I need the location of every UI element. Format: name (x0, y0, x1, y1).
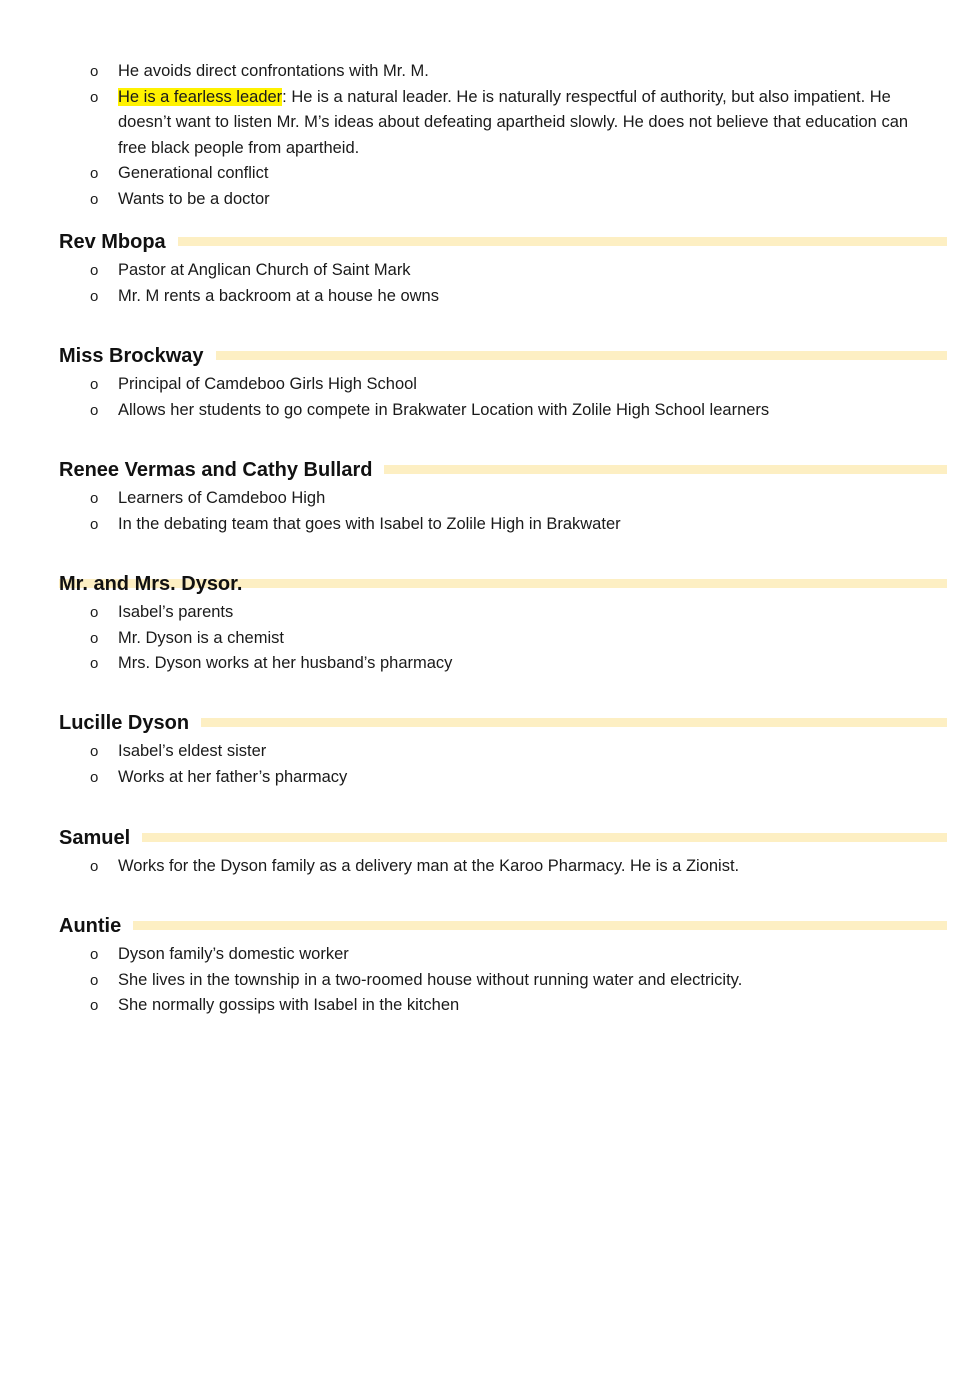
list-item (0, 739, 980, 765)
section-mr-and-mrs-dyson (0, 570, 980, 677)
list-item (0, 85, 980, 162)
bullet-icon: o (90, 768, 99, 786)
list-item-text: Principal of Camdeboo Girls High School (118, 375, 417, 393)
bullet-icon: o (90, 287, 99, 305)
section-heading: Rev Mbopa (59, 228, 178, 256)
section-rev-mbopa (0, 228, 980, 309)
section-heading-row (59, 709, 947, 739)
bullet-icon: o (90, 743, 99, 760)
section-heading: Renee Vermas and Cathy Bullard (59, 456, 384, 484)
bullet-icon: o (90, 401, 99, 419)
bullet-icon: o (90, 997, 99, 1014)
list-item (0, 626, 980, 652)
heading-bar (59, 833, 947, 842)
list-item (0, 187, 980, 213)
section-lucille-dyson (0, 709, 980, 790)
list-item-text: Learners of Camdeboo High (118, 489, 326, 507)
bullet-icon: o (90, 88, 99, 106)
section-heading-row (59, 456, 947, 486)
list-item-text: Isabel’s eldest sister (118, 742, 267, 760)
list-item (0, 854, 980, 880)
section-list (0, 486, 980, 537)
section-heading: Auntie (59, 912, 133, 940)
section-heading-row (59, 570, 947, 600)
bullet-icon: o (90, 190, 99, 208)
bullet-icon: o (90, 858, 99, 875)
section-heading: Mr. and Mrs. Dysor. (59, 573, 243, 595)
list-item-text: Generational conflict (118, 164, 269, 182)
list-item (0, 765, 980, 791)
intro-section (0, 59, 980, 212)
list-item-text: Mrs. Dyson works at her husband’s pharmacy (118, 654, 453, 672)
section-heading: Samuel (59, 824, 142, 852)
section-heading: Miss Brockway (59, 342, 216, 370)
section-heading-row (59, 912, 947, 942)
bullet-icon: o (90, 629, 99, 647)
list-item-text: Mr. Dyson is a chemist (118, 628, 284, 647)
list-item-text: : He is a natural leader. He is naturally respectful of authority, but also impatient. He doesn’t want to listen Mr. M’s ideas about defeating apartheid slowly. He does not believe that education can free black people from apartheid. (118, 87, 909, 157)
list-item (0, 942, 980, 968)
list-item-text: Allows her students to go compete in Brakwater Location with Zolile High School learners (118, 400, 770, 419)
section-heading-row (59, 342, 947, 372)
bullet-icon: o (90, 971, 99, 989)
bullet-icon: o (90, 490, 99, 507)
list-item (0, 486, 980, 512)
highlighted-text: He is a fearless leader (118, 87, 283, 106)
list-item-text: He avoids direct confrontations with Mr. M. (118, 62, 429, 80)
section-samuel (0, 824, 980, 880)
section-miss-brockway (0, 342, 980, 423)
list-item (0, 161, 980, 187)
section-list (0, 739, 980, 790)
list-item-text: Pastor at Anglican Church of Saint Mark (118, 261, 411, 279)
heading-bar (59, 921, 947, 930)
list-item-text: Works at her father’s pharmacy (118, 767, 348, 786)
bullet-icon: o (90, 63, 99, 80)
list-item (0, 651, 980, 677)
section-auntie (0, 912, 980, 1019)
list-item (0, 398, 980, 424)
list-item-text: Works for the Dyson family as a delivery man at the Karoo Pharmacy. He is a Zionist. (118, 857, 740, 875)
bullet-icon: o (90, 655, 99, 672)
section-list (0, 942, 980, 1019)
list-item-text: She lives in the township in a two-roomed house without running water and electricity. (118, 970, 743, 989)
bullet-icon: o (90, 604, 99, 621)
list-item (0, 993, 980, 1019)
section-list (0, 372, 980, 423)
section-list (0, 854, 980, 880)
section-renee-and-cathy (0, 456, 980, 537)
list-item-text: She normally gossips with Isabel in the kitchen (118, 996, 460, 1014)
list-item (0, 284, 980, 310)
list-item (0, 600, 980, 626)
list-item-text: Wants to be a doctor (118, 189, 270, 208)
bullet-icon: o (90, 515, 99, 533)
bullet-icon: o (90, 262, 99, 279)
intro-list (0, 59, 980, 212)
list-item (0, 512, 980, 538)
section-list (0, 600, 980, 677)
list-item-text: Isabel’s parents (118, 603, 234, 621)
section-heading: Lucille Dyson (59, 709, 201, 737)
list-item-text: Mr. M rents a backroom at a house he owns (118, 286, 439, 305)
bullet-icon: o (90, 946, 99, 963)
bullet-icon: o (90, 376, 99, 393)
list-item (0, 59, 980, 85)
section-heading-row (59, 824, 947, 854)
list-item (0, 968, 980, 994)
list-item-text: In the debating team that goes with Isabel to Zolile High in Brakwater (118, 514, 621, 533)
bullet-icon: o (90, 165, 99, 182)
list-item-text: Dyson family’s domestic worker (118, 945, 349, 963)
list-item (0, 372, 980, 398)
section-heading-row (59, 228, 947, 258)
heading-bar (59, 237, 947, 246)
section-list (0, 258, 980, 309)
list-item (0, 258, 980, 284)
